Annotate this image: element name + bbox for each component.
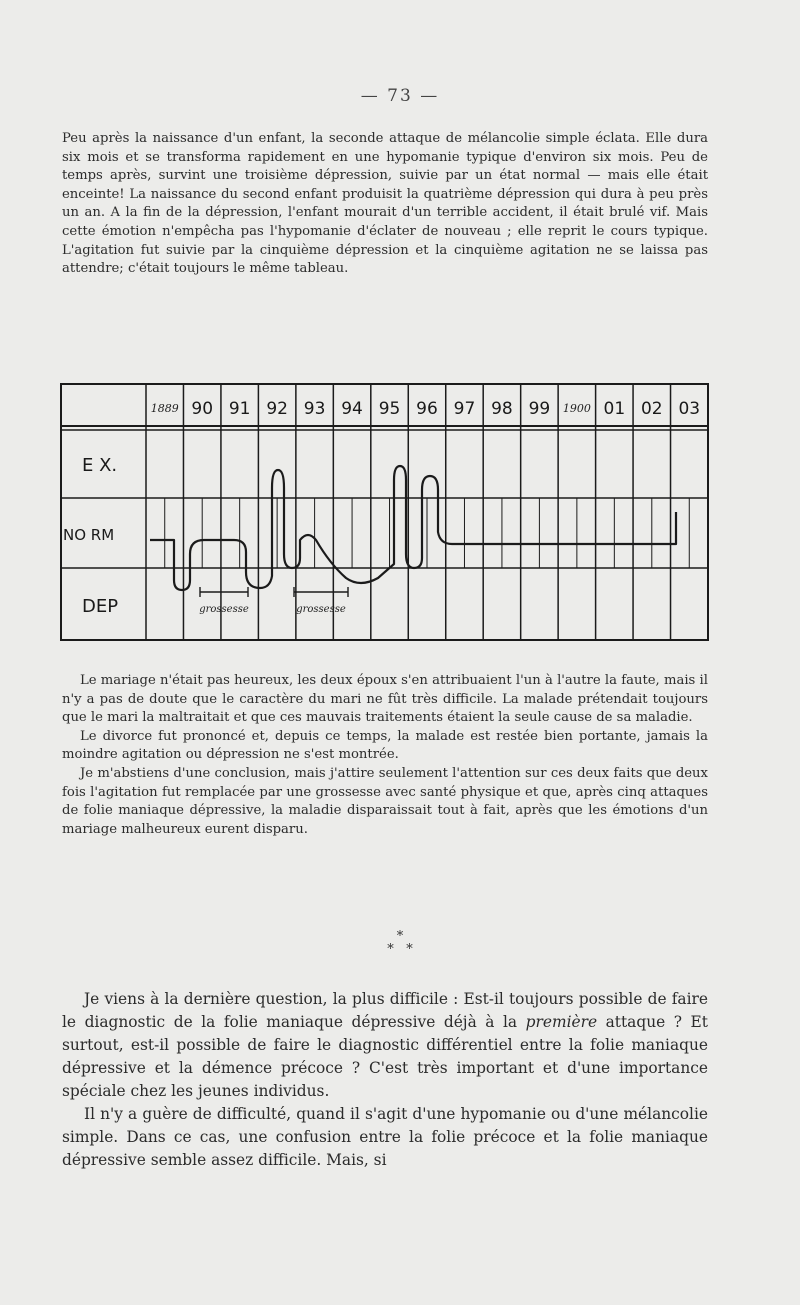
section-separator	[0, 930, 800, 956]
chart-svg	[60, 382, 710, 644]
course-curve	[150, 466, 676, 590]
year-tick-label: 93	[303, 399, 326, 419]
chart-frame	[61, 384, 708, 640]
text-run: attaque ? Et surtout, est-il possible de faire le diagnostic différentiel entre la folie maniaque dépressive et la démence précoce ? C'est très important et d'une importance spéciale chez les jeunes individus.	[62, 1013, 708, 1100]
year-tick-label: 96	[416, 399, 438, 419]
year-tick-label: 94	[341, 399, 363, 419]
row-label: DEP	[82, 596, 119, 617]
paragraph-text: Je m'abstiens d'une conclusion, mais j'attire seulement l'attention sur ces deux faits que deux fois l'agitation fut remplacée par une grossesse avec santé physique et que, après cinq attaques de folie maniaque dépressive, la maladie disparaissait tout à fait, après que les émotions d'un mariage malheureux eurent disparu.	[62, 765, 708, 837]
page-number: — 73 —	[360, 86, 440, 106]
paragraph-group-2	[62, 672, 708, 839]
emphasis-text: première	[525, 1013, 598, 1031]
paragraph-text: Le mariage n'était pas heureux, les deux époux s'en attribuaient l'un à l'autre la faute, mais il n'y a pas de doute que le caractère du mari ne fût très difficile. La malade prétendait toujours que le mari la maltraitait et que ces mauvais traitements étaient la seule cause de sa maladie.	[62, 673, 708, 726]
year-tick-label: 02	[640, 399, 663, 419]
year-tick-label: 92	[266, 399, 288, 419]
year-tick-label: 99	[528, 399, 551, 419]
year-tick-label: 1900	[562, 402, 591, 415]
row-label: NO RM	[63, 526, 115, 544]
paragraph-group-3	[62, 988, 708, 1172]
row-label: E X.	[82, 455, 118, 476]
year-tick-label: 1889	[150, 402, 179, 415]
asterisk-top: *	[396, 929, 404, 944]
text-run: Je viens à la dernière question, la plus difficile : Est-il toujours possible de faire le diagnostic de la folie maniaque dépressive déjà à la	[62, 990, 708, 1031]
paragraph-1	[62, 130, 708, 279]
year-tick-label: 90	[191, 399, 214, 419]
paragraph-text: Le divorce fut prononcé et, depuis ce temps, la malade est restée bien portante, jamais la moindre agitation ou dépression ne s'est montrée.	[62, 728, 708, 763]
year-tick-label: 91	[228, 399, 251, 419]
illness-course-chart	[60, 382, 710, 644]
year-tick-label: 98	[491, 399, 513, 419]
year-tick-label: 01	[603, 399, 626, 419]
pregnancy-annotation: grossesse	[296, 604, 346, 615]
year-tick-label: 97	[453, 399, 476, 419]
year-tick-label: 95	[378, 399, 401, 419]
pregnancy-annotation: grossesse	[199, 604, 249, 615]
year-tick-label: 03	[678, 399, 701, 419]
paragraph-text	[62, 988, 708, 1103]
asterisks-bottom: * *	[387, 942, 413, 957]
paragraph-text: Peu après la naissance d'un enfant, la seconde attaque de mélancolie simple éclata. Elle dura six mois et se transforma rapidement en une hypomanie typique d'environ six mois. Peu de temps après, survint une troisième dépression, suivie par un état normal — mais elle était enceinte! La naissance du second enfant produisit la quatrième dépression qui dura à peu près un an. A la fin de la dépression, l'enfant mourait d'un terrible accident, il était brulé vif. Mais cette émotion n'empêcha pas l'hypomanie d'éclater de nouveau ; elle reprit le cours typique. L'agitation fut suivie par la cinquième dépression et la cinquième agitation ne se laissa pas attendre; c'était toujours le même tableau.	[62, 131, 708, 277]
paragraph-text: Il n'y a guère de difficulté, quand il s'agit d'une hypomanie ou d'une mélancolie simple. Dans ce cas, une confusion entre la folie précoce et la folie maniaque dépressive semble assez difficile. Mais, si	[62, 1105, 708, 1169]
